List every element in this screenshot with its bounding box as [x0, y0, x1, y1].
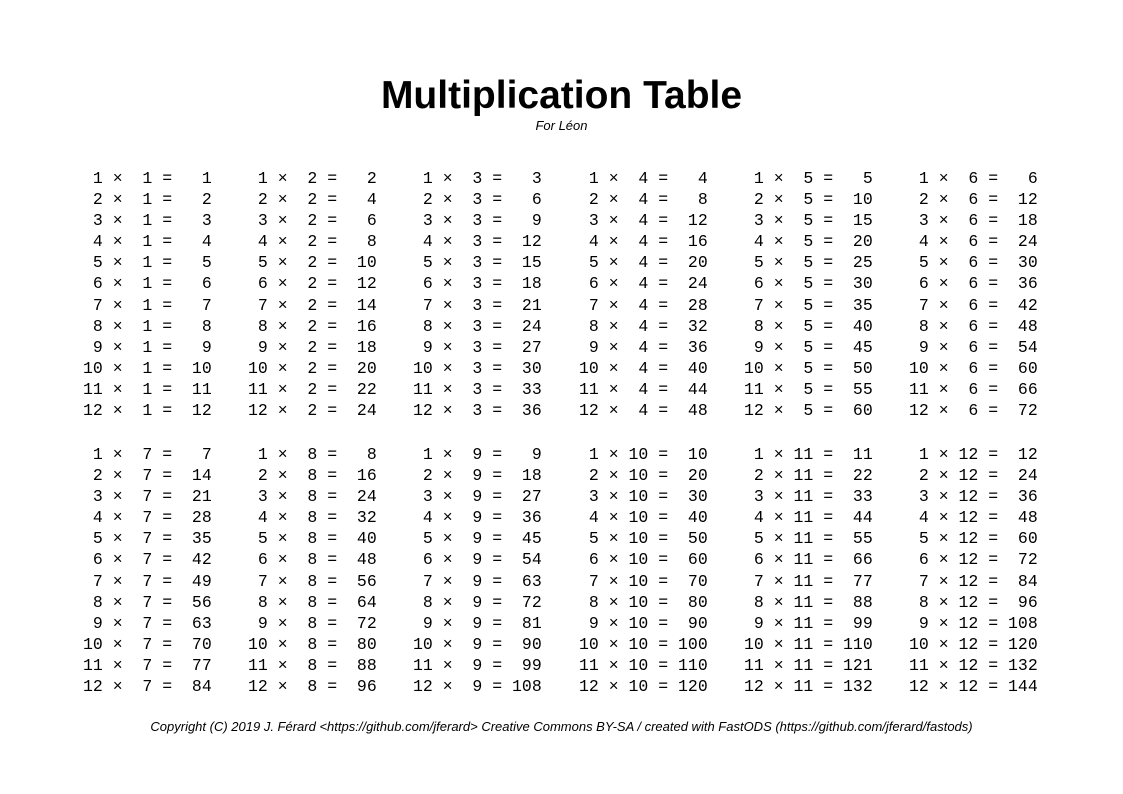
equation-line: 5 × 5 = 25	[744, 253, 873, 273]
equation-line: 6 × 10 = 60	[579, 550, 708, 570]
equation-line: 1 × 8 = 8	[248, 445, 377, 464]
equation-line: 9 × 10 = 90	[579, 613, 708, 633]
copyright-footer: Copyright (C) 2019 J. Férard <https://github.com/jferard> Creative Commons BY-SA / created with FastODS (https://github.com/jferard/fastods)	[150, 719, 973, 734]
equation-line: 9 × 4 = 36	[579, 337, 708, 357]
equation-line: 7 × 10 = 70	[579, 571, 708, 591]
equation-line: 7 × 6 = 42	[909, 295, 1038, 315]
equation-line: 7 × 12 = 84	[909, 571, 1038, 591]
equation-line: 7 × 8 = 56	[248, 571, 377, 591]
equation-line: 4 × 7 = 28	[83, 508, 212, 528]
equation-line: 12 × 4 = 48	[579, 401, 708, 421]
multiplication-table-2	[248, 168, 418, 421]
equation-line: 12 × 10 = 120	[579, 677, 708, 697]
equation-line: 1 × 3 = 3	[413, 169, 542, 188]
equation-line: 10 × 3 = 30	[413, 358, 542, 378]
equation-line: 8 × 2 = 16	[248, 316, 377, 336]
equation-line: 3 × 1 = 3	[83, 211, 212, 231]
equation-line: 5 × 7 = 35	[83, 529, 212, 549]
equation-line: 4 × 10 = 40	[579, 508, 708, 528]
equation-line: 4 × 3 = 12	[413, 232, 542, 252]
equation-line: 11 × 4 = 44	[579, 379, 708, 399]
equation-line: 1 × 10 = 10	[579, 445, 708, 464]
multiplication-table-5	[744, 168, 914, 421]
equation-line: 1 × 12 = 12	[909, 445, 1038, 464]
equation-line: 4 × 6 = 24	[909, 232, 1038, 252]
equation-line: 5 × 6 = 30	[909, 253, 1038, 273]
equation-line: 2 × 6 = 12	[909, 190, 1038, 210]
equation-line: 8 × 11 = 88	[744, 592, 873, 612]
equation-line: 7 × 5 = 35	[744, 295, 873, 315]
equation-line: 4 × 5 = 20	[744, 232, 873, 252]
equation-line: 4 × 12 = 48	[909, 508, 1038, 528]
equation-line: 12 × 9 = 108	[413, 677, 542, 697]
equation-line: 5 × 1 = 5	[83, 253, 212, 273]
equation-line: 7 × 7 = 49	[83, 571, 212, 591]
equation-line: 8 × 9 = 72	[413, 592, 542, 612]
multiplication-table-8	[248, 444, 418, 697]
equation-line: 9 × 5 = 45	[744, 337, 873, 357]
equation-line: 10 × 7 = 70	[83, 634, 212, 654]
equation-line: 11 × 6 = 66	[909, 379, 1038, 399]
equation-line: 1 × 2 = 2	[248, 169, 377, 188]
equation-line: 2 × 1 = 2	[83, 190, 212, 210]
equation-line: 4 × 8 = 32	[248, 508, 377, 528]
multiplication-table-1	[83, 168, 253, 421]
equation-line: 10 × 12 = 120	[909, 634, 1038, 654]
equation-line: 7 × 1 = 7	[83, 295, 212, 315]
equation-line: 12 × 11 = 132	[744, 677, 873, 697]
equation-line: 4 × 4 = 16	[579, 232, 708, 252]
multiplication-table-9	[413, 444, 583, 697]
equation-line: 12 × 12 = 144	[909, 677, 1038, 697]
equation-line: 6 × 9 = 54	[413, 550, 542, 570]
equation-line: 12 × 3 = 36	[413, 401, 542, 421]
equation-line: 6 × 11 = 66	[744, 550, 873, 570]
equation-line: 11 × 7 = 77	[83, 655, 212, 675]
equation-line: 1 × 11 = 11	[744, 445, 873, 464]
equation-line: 9 × 1 = 9	[83, 337, 212, 357]
multiplication-table-7	[83, 444, 253, 697]
equation-line: 8 × 1 = 8	[83, 316, 212, 336]
equation-line: 9 × 11 = 99	[744, 613, 873, 633]
equation-line: 12 × 7 = 84	[83, 677, 212, 697]
equation-line: 11 × 3 = 33	[413, 379, 542, 399]
equation-line: 9 × 9 = 81	[413, 613, 542, 633]
equation-line: 12 × 5 = 60	[744, 401, 873, 421]
equation-line: 1 × 6 = 6	[909, 169, 1038, 188]
equation-line: 3 × 8 = 24	[248, 487, 377, 507]
equation-line: 2 × 3 = 6	[413, 190, 542, 210]
equation-line: 4 × 11 = 44	[744, 508, 873, 528]
equation-line: 9 × 3 = 27	[413, 337, 542, 357]
equation-line: 3 × 9 = 27	[413, 487, 542, 507]
equation-line: 5 × 3 = 15	[413, 253, 542, 273]
equation-line: 8 × 8 = 64	[248, 592, 377, 612]
equation-line: 11 × 10 = 110	[579, 655, 708, 675]
equation-line: 6 × 3 = 18	[413, 274, 542, 294]
multiplication-table-3	[413, 168, 583, 421]
equation-line: 11 × 1 = 11	[83, 379, 212, 399]
equation-line: 7 × 2 = 14	[248, 295, 377, 315]
equation-line: 11 × 11 = 121	[744, 655, 873, 675]
equation-line: 11 × 12 = 132	[909, 655, 1038, 675]
equation-line: 10 × 5 = 50	[744, 358, 873, 378]
page-title: Multiplication Table	[380, 74, 743, 117]
equation-line: 10 × 6 = 60	[909, 358, 1038, 378]
equation-line: 8 × 12 = 96	[909, 592, 1038, 612]
equation-line: 2 × 4 = 8	[579, 190, 708, 210]
equation-line: 7 × 11 = 77	[744, 571, 873, 591]
equation-line: 11 × 8 = 88	[248, 655, 377, 675]
equation-line: 12 × 6 = 72	[909, 401, 1038, 421]
equation-line: 6 × 7 = 42	[83, 550, 212, 570]
equation-line: 11 × 9 = 99	[413, 655, 542, 675]
equation-line: 2 × 9 = 18	[413, 466, 542, 486]
equation-line: 9 × 8 = 72	[248, 613, 377, 633]
equation-line: 7 × 9 = 63	[413, 571, 542, 591]
equation-line: 8 × 6 = 48	[909, 316, 1038, 336]
equation-line: 3 × 5 = 15	[744, 211, 873, 231]
equation-line: 3 × 6 = 18	[909, 211, 1038, 231]
equation-line: 5 × 9 = 45	[413, 529, 542, 549]
equation-line: 1 × 4 = 4	[579, 169, 708, 188]
equation-line: 8 × 10 = 80	[579, 592, 708, 612]
equation-line: 1 × 1 = 1	[83, 169, 212, 188]
equation-line: 8 × 3 = 24	[413, 316, 542, 336]
equation-line: 12 × 1 = 12	[83, 401, 212, 421]
equation-line: 3 × 7 = 21	[83, 487, 212, 507]
equation-line: 11 × 5 = 55	[744, 379, 873, 399]
equation-line: 3 × 10 = 30	[579, 487, 708, 507]
multiplication-table-11	[744, 444, 914, 697]
equation-line: 7 × 3 = 21	[413, 295, 542, 315]
equation-line: 6 × 1 = 6	[83, 274, 212, 294]
equation-line: 12 × 2 = 24	[248, 401, 377, 421]
equation-line: 3 × 11 = 33	[744, 487, 873, 507]
equation-line: 2 × 11 = 22	[744, 466, 873, 486]
equation-line: 5 × 8 = 40	[248, 529, 377, 549]
equation-line: 11 × 2 = 22	[248, 379, 377, 399]
equation-line: 3 × 2 = 6	[248, 211, 377, 231]
equation-line: 10 × 10 = 100	[579, 634, 708, 654]
equation-line: 10 × 1 = 10	[83, 358, 212, 378]
equation-line: 4 × 1 = 4	[83, 232, 212, 252]
equation-line: 3 × 3 = 9	[413, 211, 542, 231]
equation-line: 8 × 4 = 32	[579, 316, 708, 336]
equation-line: 9 × 6 = 54	[909, 337, 1038, 357]
multiplication-table-6	[909, 168, 1079, 421]
equation-line: 6 × 4 = 24	[579, 274, 708, 294]
multiplication-table-12	[909, 444, 1079, 697]
equation-line: 7 × 4 = 28	[579, 295, 708, 315]
equation-line: 6 × 2 = 12	[248, 274, 377, 294]
equation-line: 5 × 11 = 55	[744, 529, 873, 549]
equation-line: 3 × 12 = 36	[909, 487, 1038, 507]
equation-line: 5 × 10 = 50	[579, 529, 708, 549]
equation-line: 8 × 5 = 40	[744, 316, 873, 336]
equation-line: 5 × 12 = 60	[909, 529, 1038, 549]
equation-line: 9 × 2 = 18	[248, 337, 377, 357]
equation-line: 5 × 4 = 20	[579, 253, 708, 273]
equation-line: 10 × 8 = 80	[248, 634, 377, 654]
equation-line: 1 × 9 = 9	[413, 445, 542, 464]
equation-line: 2 × 8 = 16	[248, 466, 377, 486]
equation-line: 2 × 12 = 24	[909, 466, 1038, 486]
equation-line: 4 × 2 = 8	[248, 232, 377, 252]
equation-line: 6 × 6 = 36	[909, 274, 1038, 294]
equation-line: 12 × 8 = 96	[248, 677, 377, 697]
equation-line: 1 × 5 = 5	[744, 169, 873, 188]
equation-line: 2 × 7 = 14	[83, 466, 212, 486]
page-subtitle: For Léon	[535, 118, 588, 133]
multiplication-table-4	[579, 168, 749, 421]
equation-line: 2 × 2 = 4	[248, 190, 377, 210]
equation-line: 10 × 2 = 20	[248, 358, 377, 378]
equation-line: 5 × 2 = 10	[248, 253, 377, 273]
equation-line: 9 × 12 = 108	[909, 613, 1038, 633]
equation-line: 6 × 12 = 72	[909, 550, 1038, 570]
equation-line: 8 × 7 = 56	[83, 592, 212, 612]
equation-line: 2 × 5 = 10	[744, 190, 873, 210]
equation-line: 1 × 7 = 7	[83, 445, 212, 464]
equation-line: 10 × 11 = 110	[744, 634, 873, 654]
equation-line: 3 × 4 = 12	[579, 211, 708, 231]
equation-line: 9 × 7 = 63	[83, 613, 212, 633]
equation-line: 10 × 9 = 90	[413, 634, 542, 654]
equation-line: 6 × 5 = 30	[744, 274, 873, 294]
equation-line: 2 × 10 = 20	[579, 466, 708, 486]
equation-line: 10 × 4 = 40	[579, 358, 708, 378]
equation-line: 6 × 8 = 48	[248, 550, 377, 570]
multiplication-table-10	[579, 444, 749, 697]
equation-line: 4 × 9 = 36	[413, 508, 542, 528]
